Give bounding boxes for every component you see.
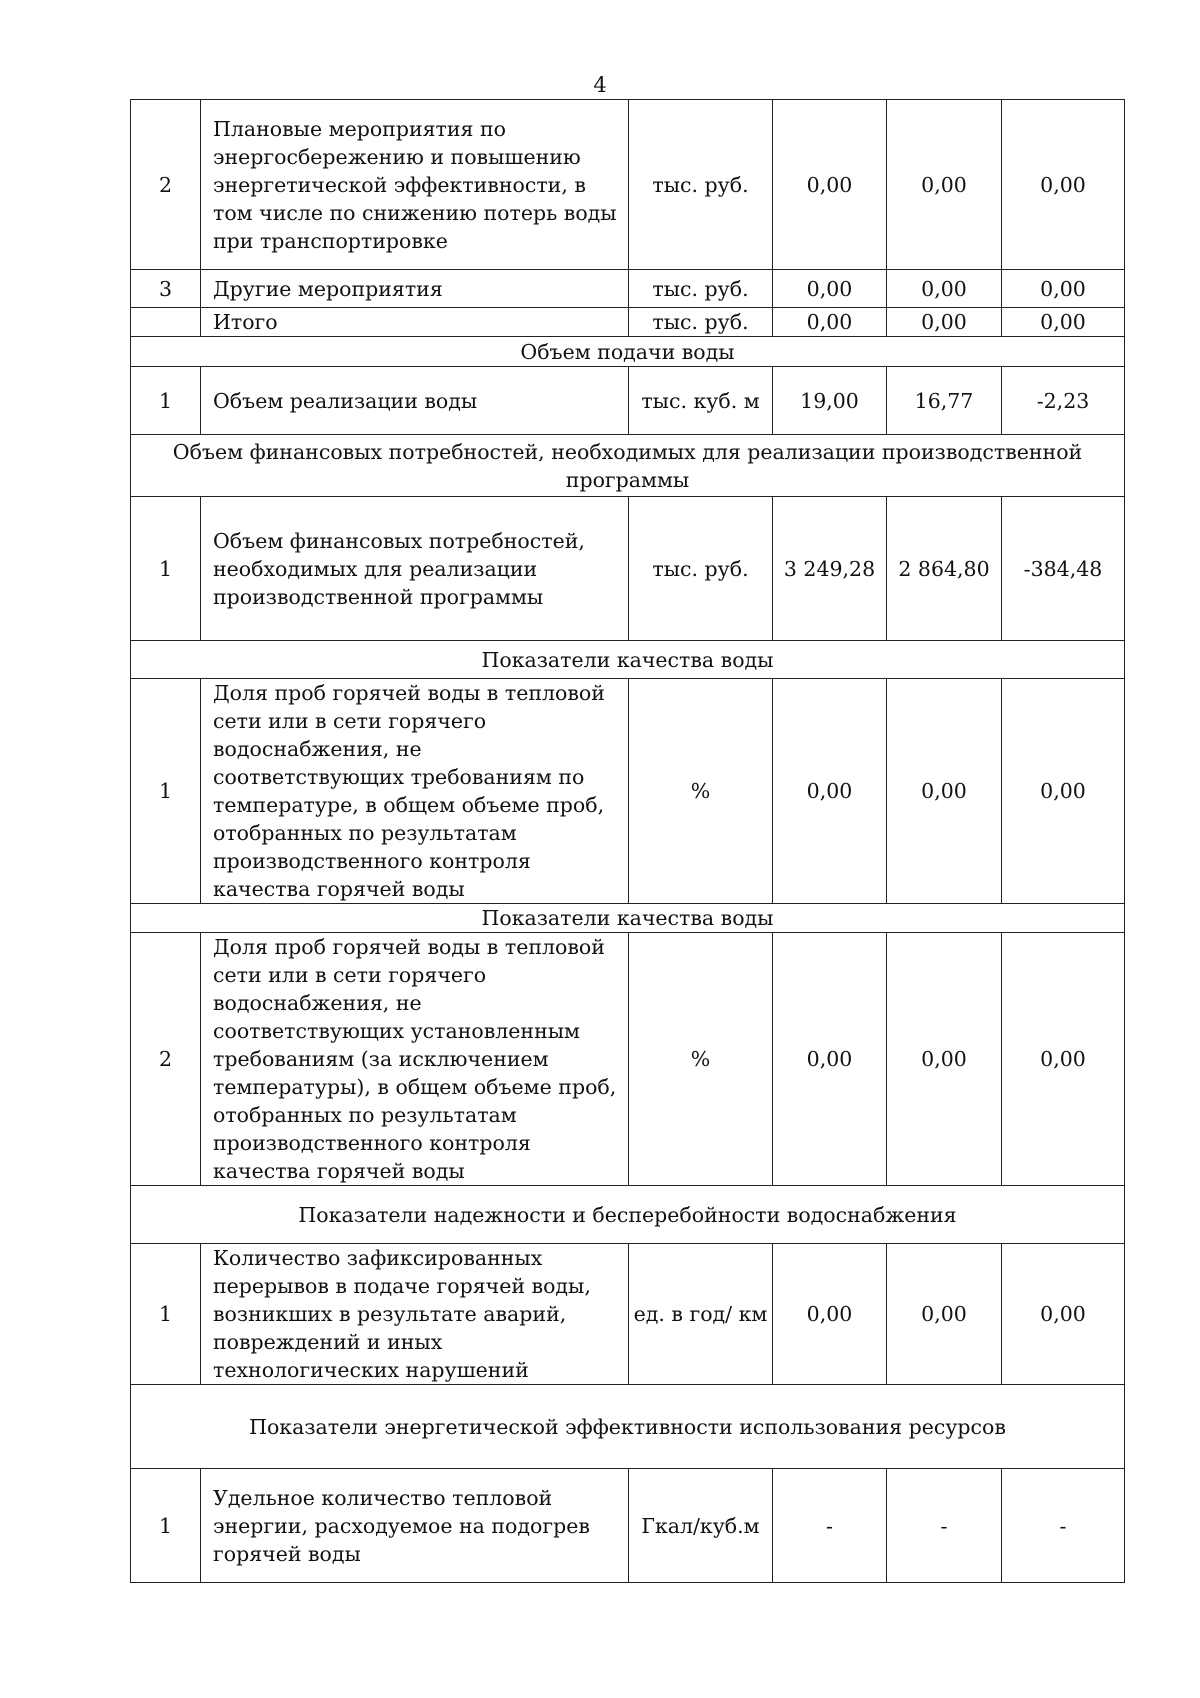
value-plan: 0,00 <box>773 308 887 337</box>
value-actual: 0,00 <box>887 100 1002 270</box>
table-body <box>131 100 1125 1583</box>
value-actual: 0,00 <box>887 933 1002 1186</box>
row-number: 2 <box>131 933 201 1186</box>
section-heading: Объем подачи воды <box>131 337 1125 367</box>
value-actual: 0,00 <box>887 308 1002 337</box>
table-row <box>131 1244 1125 1385</box>
row-number: 1 <box>131 367 201 435</box>
value-plan: 0,00 <box>773 100 887 270</box>
section-heading-row <box>131 641 1125 679</box>
section-heading: Показатели энергетической эффективности использования ресурсов <box>131 1385 1125 1469</box>
row-number: 1 <box>131 679 201 904</box>
value-plan: 0,00 <box>773 1244 887 1385</box>
unit-of-measure: тыс. руб. <box>629 100 773 270</box>
unit-of-measure: Гкал/куб.м <box>629 1469 773 1583</box>
value-actual: 0,00 <box>887 1244 1002 1385</box>
indicator-name: Итого <box>201 308 629 337</box>
section-heading-row <box>131 435 1125 497</box>
row-number: 1 <box>131 497 201 641</box>
indicator-name: Доля проб горячей воды в тепловой сети или в сети горячего водоснабжения, не соответствующих установленным требованиям (за исключением температуры), в общем объеме проб, отобранных по результатам производственного контроля качества горячей воды <box>201 933 629 1186</box>
value-deviation: 0,00 <box>1002 270 1125 308</box>
table-row <box>131 100 1125 270</box>
value-actual: 0,00 <box>887 270 1002 308</box>
unit-of-measure: % <box>629 933 773 1186</box>
table-row <box>131 367 1125 435</box>
indicator-name: Плановые мероприятия по энергосбережению и повышению энергетической эффективности, в том числе по снижению потерь воды при транспортировке <box>201 100 629 270</box>
value-plan: 19,00 <box>773 367 887 435</box>
unit-of-measure: тыс. руб. <box>629 308 773 337</box>
section-heading-row <box>131 1385 1125 1469</box>
table-row <box>131 308 1125 337</box>
indicator-name: Объем финансовых потребностей, необходимых для реализации производственной программы <box>201 497 629 641</box>
indicator-name: Удельное количество тепловой энергии, расходуемое на подогрев горячей воды <box>201 1469 629 1583</box>
section-heading: Показатели качества воды <box>131 904 1125 933</box>
section-heading: Показатели надежности и бесперебойности водоснабжения <box>131 1186 1125 1244</box>
value-deviation: 0,00 <box>1002 933 1125 1186</box>
value-deviation: 0,00 <box>1002 1244 1125 1385</box>
row-number: 2 <box>131 100 201 270</box>
table-row <box>131 1469 1125 1583</box>
unit-of-measure: ед. в год/ км <box>629 1244 773 1385</box>
value-plan: 3 249,28 <box>773 497 887 641</box>
unit-of-measure: тыс. куб. м <box>629 367 773 435</box>
unit-of-measure: тыс. руб. <box>629 497 773 641</box>
section-heading: Объем финансовых потребностей, необходимых для реализации производственной программы <box>131 435 1125 497</box>
value-actual: - <box>887 1469 1002 1583</box>
indicator-name: Объем реализации воды <box>201 367 629 435</box>
value-deviation: 0,00 <box>1002 679 1125 904</box>
row-number <box>131 308 201 337</box>
value-deviation: - <box>1002 1469 1125 1583</box>
table-row <box>131 679 1125 904</box>
unit-of-measure: тыс. руб. <box>629 270 773 308</box>
value-deviation: -384,48 <box>1002 497 1125 641</box>
table-row <box>131 497 1125 641</box>
indicators-table <box>130 99 1125 1583</box>
value-plan: 0,00 <box>773 933 887 1186</box>
indicator-name: Доля проб горячей воды в тепловой сети или в сети горячего водоснабжения, не соответствующих требованиям по температуре, в общем объеме проб, отобранных по результатам производственного контроля качества горячей воды <box>201 679 629 904</box>
table-row <box>131 933 1125 1186</box>
row-number: 3 <box>131 270 201 308</box>
page-number: 4 <box>593 73 607 97</box>
unit-of-measure: % <box>629 679 773 904</box>
value-actual: 0,00 <box>887 679 1002 904</box>
indicator-name: Другие мероприятия <box>201 270 629 308</box>
value-plan: 0,00 <box>773 270 887 308</box>
value-plan: - <box>773 1469 887 1583</box>
row-number: 1 <box>131 1244 201 1385</box>
value-deviation: 0,00 <box>1002 308 1125 337</box>
value-deviation: 0,00 <box>1002 100 1125 270</box>
table-row <box>131 270 1125 308</box>
section-heading-row <box>131 904 1125 933</box>
section-heading: Показатели качества воды <box>131 641 1125 679</box>
value-deviation: -2,23 <box>1002 367 1125 435</box>
indicator-name: Количество зафиксированных перерывов в подаче горячей воды, возникших в результате аварий, повреждений и иных технологических нарушений <box>201 1244 629 1385</box>
section-heading-row <box>131 1186 1125 1244</box>
row-number: 1 <box>131 1469 201 1583</box>
value-actual: 2 864,80 <box>887 497 1002 641</box>
value-actual: 16,77 <box>887 367 1002 435</box>
value-plan: 0,00 <box>773 679 887 904</box>
section-heading-row <box>131 337 1125 367</box>
